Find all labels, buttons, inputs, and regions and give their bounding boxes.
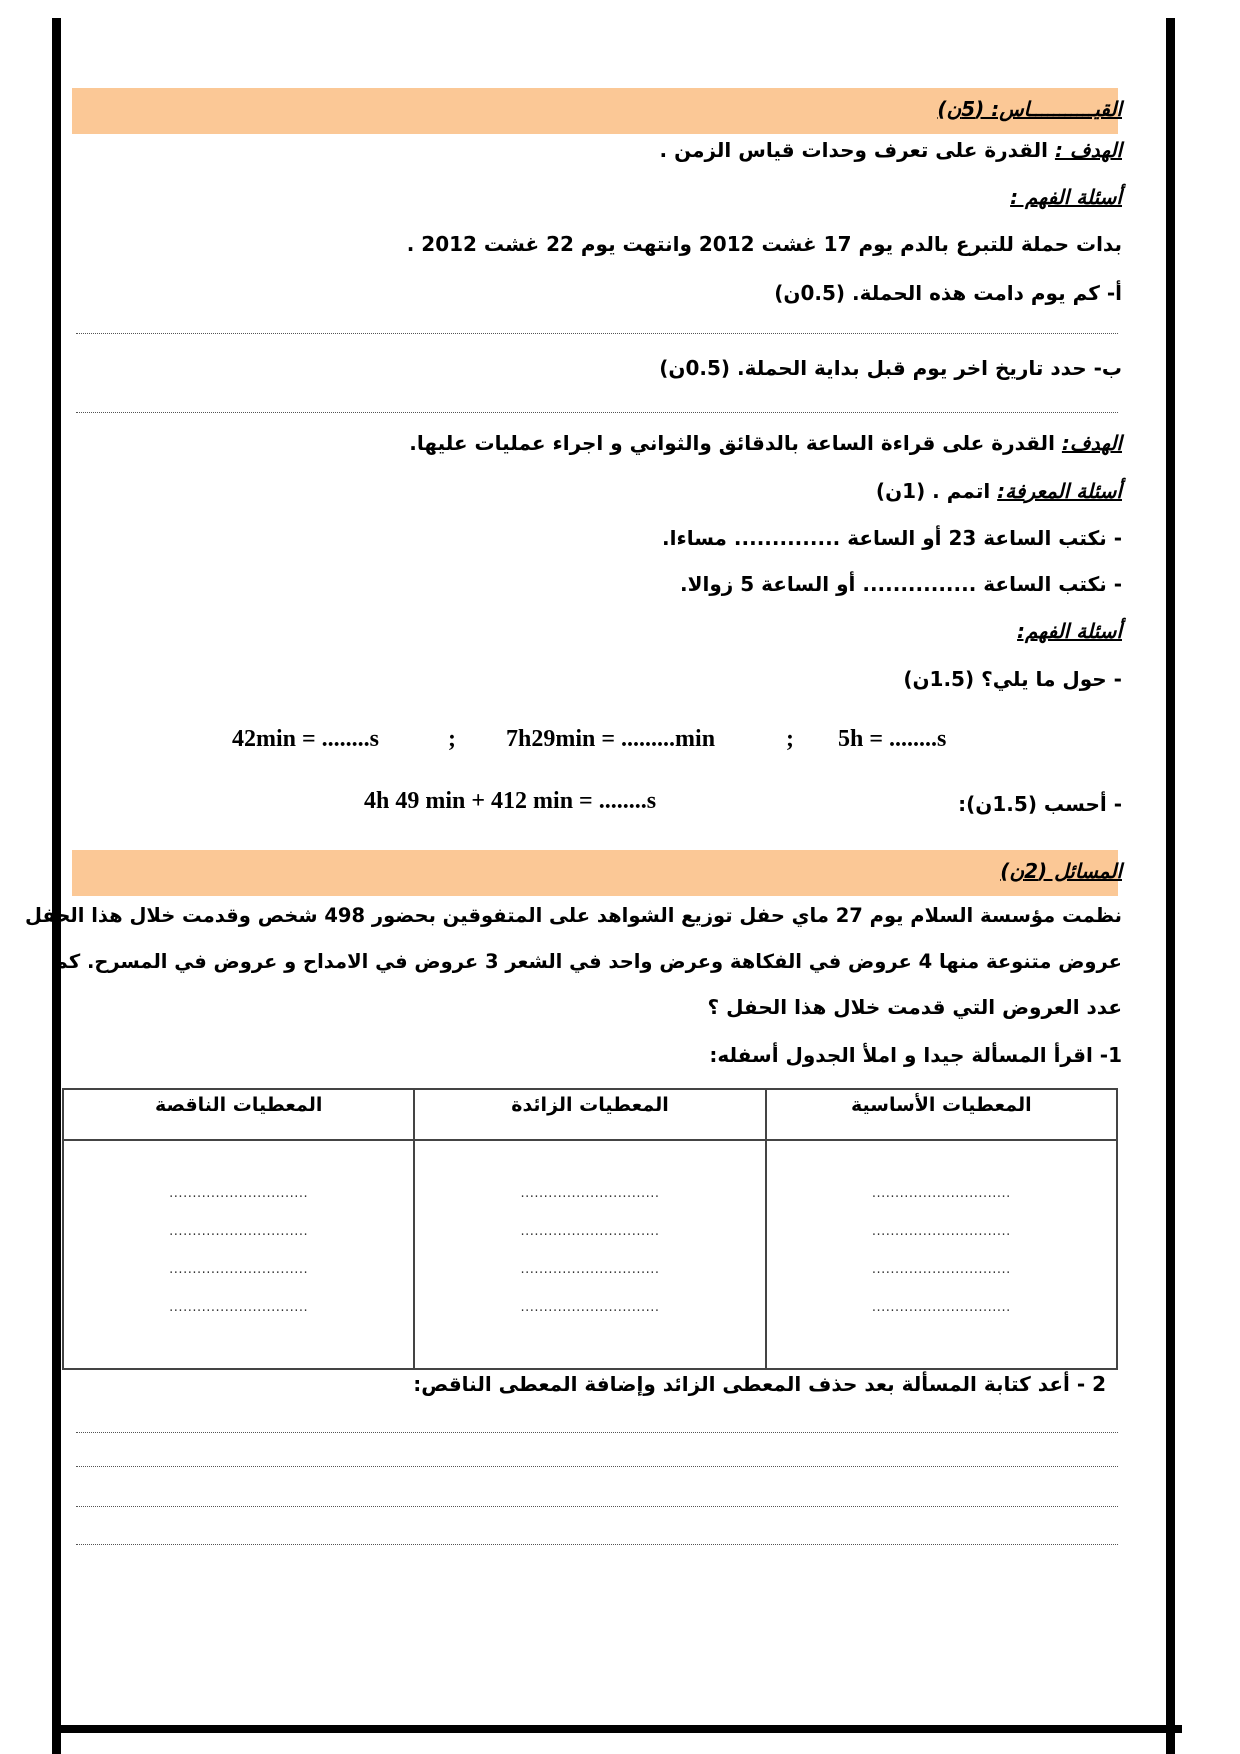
question-2: 2 - أعد كتابة المسألة بعد حذف المعطى الزائد وإضافة المعطى الناقص: bbox=[413, 1372, 1106, 1396]
problems-header: المسائل (2ن) bbox=[1000, 859, 1122, 883]
essential-data-cell[interactable] bbox=[766, 1140, 1117, 1369]
blank-line[interactable]: .............................. bbox=[520, 1224, 660, 1239]
answer-line-2-2[interactable] bbox=[76, 1466, 1118, 1467]
blank-line[interactable]: .............................. bbox=[169, 1186, 309, 1201]
complete-line-2: - نكتب الساعة ............... أو الساعة 5 زوالا. bbox=[679, 572, 1122, 596]
answer-line-2-3[interactable] bbox=[76, 1506, 1118, 1507]
blank-line[interactable]: .............................. bbox=[520, 1262, 660, 1277]
question-1: 1- اقرأ المسألة جيدا و املأ الجدول أسفله: bbox=[709, 1043, 1122, 1067]
convert-2: 7h29min = .........min bbox=[506, 726, 716, 752]
left-border bbox=[52, 18, 61, 1754]
question-b: ب- حدد تاريخ اخر يوم قبل بداية الحملة. (0.5ن) bbox=[659, 356, 1122, 380]
right-border bbox=[1166, 18, 1175, 1754]
measure-header: القيـــــــــــاس: (5ن) bbox=[937, 97, 1122, 121]
answer-line-2-1[interactable] bbox=[76, 1432, 1118, 1433]
compute-label: - أحسب (1.5ن): bbox=[958, 792, 1122, 816]
blank-line[interactable]: .............................. bbox=[871, 1300, 1011, 1315]
blank-line[interactable]: .............................. bbox=[169, 1224, 309, 1239]
convert-1: 42min = ........s bbox=[232, 726, 380, 752]
knowledge-label: أسئلة المعرفة: bbox=[997, 479, 1122, 503]
problem-text-2: عروض متنوعة منها 4 عروض في الفكاهة وعرض واحد في الشعر 3 عروض في الامداح و عروض في المسرح. كم bbox=[53, 950, 1122, 973]
knowledge-text: اتمم . (1ن) bbox=[875, 479, 998, 503]
header-extra-data: المعطيات الزائدة bbox=[414, 1089, 765, 1140]
problem-text-3: عدد العروض التي قدمت خلال هذا الحفل ؟ bbox=[707, 995, 1122, 1019]
goal-2-label: الهدف: bbox=[1061, 431, 1122, 455]
answer-line-2-4[interactable] bbox=[76, 1544, 1118, 1545]
header-essential-data: المعطيات الأساسية bbox=[766, 1089, 1117, 1140]
understanding-label: أسئلة الفهم : bbox=[1010, 185, 1122, 209]
blank-line[interactable]: .............................. bbox=[169, 1262, 309, 1277]
goal-2-text: القدرة على قراءة الساعة بالدقائق والثواني و اجراء عمليات عليها. bbox=[409, 431, 1062, 455]
table-header-row bbox=[63, 1089, 1117, 1140]
goal-2 bbox=[409, 429, 1122, 457]
goal-1 bbox=[660, 136, 1122, 164]
bottom-border bbox=[52, 1725, 1182, 1733]
extra-data-cell[interactable] bbox=[414, 1140, 765, 1369]
blank-line[interactable]: .............................. bbox=[169, 1300, 309, 1315]
data-table bbox=[62, 1088, 1118, 1370]
blank-line[interactable]: .............................. bbox=[520, 1300, 660, 1315]
answer-line-b[interactable] bbox=[76, 412, 1118, 413]
campaign-text: بدات حملة للتبرع بالدم يوم 17 غشت 2012 وانتهت يوم 22 غشت 2012 . bbox=[406, 232, 1122, 256]
problems-header-band bbox=[72, 850, 1118, 896]
convert-sep-2: ; bbox=[786, 726, 794, 752]
blank-line[interactable]: .............................. bbox=[871, 1224, 1011, 1239]
table-body-row bbox=[63, 1140, 1117, 1369]
answer-line-a[interactable] bbox=[76, 333, 1118, 334]
problem-text-1: نظمت مؤسسة السلام يوم 27 ماي حفل توزيع الشواهد على المتفوقين بحضور 498 شخص وقدمت خلال هذا الحفل bbox=[24, 904, 1122, 927]
blank-line[interactable]: .............................. bbox=[871, 1186, 1011, 1201]
question-a: أ- كم يوم دامت هذه الحملة. (0.5ن) bbox=[774, 281, 1122, 305]
goal-1-text: القدرة على تعرف وحدات قياس الزمن . bbox=[659, 138, 1055, 162]
understanding2-label: أسئلة الفهم: bbox=[1017, 619, 1122, 643]
goal-1-label: الهدف : bbox=[1054, 138, 1122, 162]
header-missing-data: المعطيات الناقصة bbox=[63, 1089, 414, 1140]
blank-line[interactable]: .............................. bbox=[871, 1262, 1011, 1277]
convert-sep-1: ; bbox=[448, 726, 456, 752]
convert-label: - حول ما يلي؟ (1.5ن) bbox=[903, 667, 1122, 691]
convert-3: 5h = ........s bbox=[838, 726, 947, 752]
blank-line[interactable]: .............................. bbox=[520, 1186, 660, 1201]
missing-data-cell[interactable] bbox=[63, 1140, 414, 1369]
knowledge-questions bbox=[876, 477, 1122, 505]
complete-line-1: - نكتب الساعة 23 أو الساعة .............. مساءا. bbox=[662, 526, 1122, 550]
compute-expression: 4h 49 min + 412 min = ........s bbox=[364, 788, 657, 814]
